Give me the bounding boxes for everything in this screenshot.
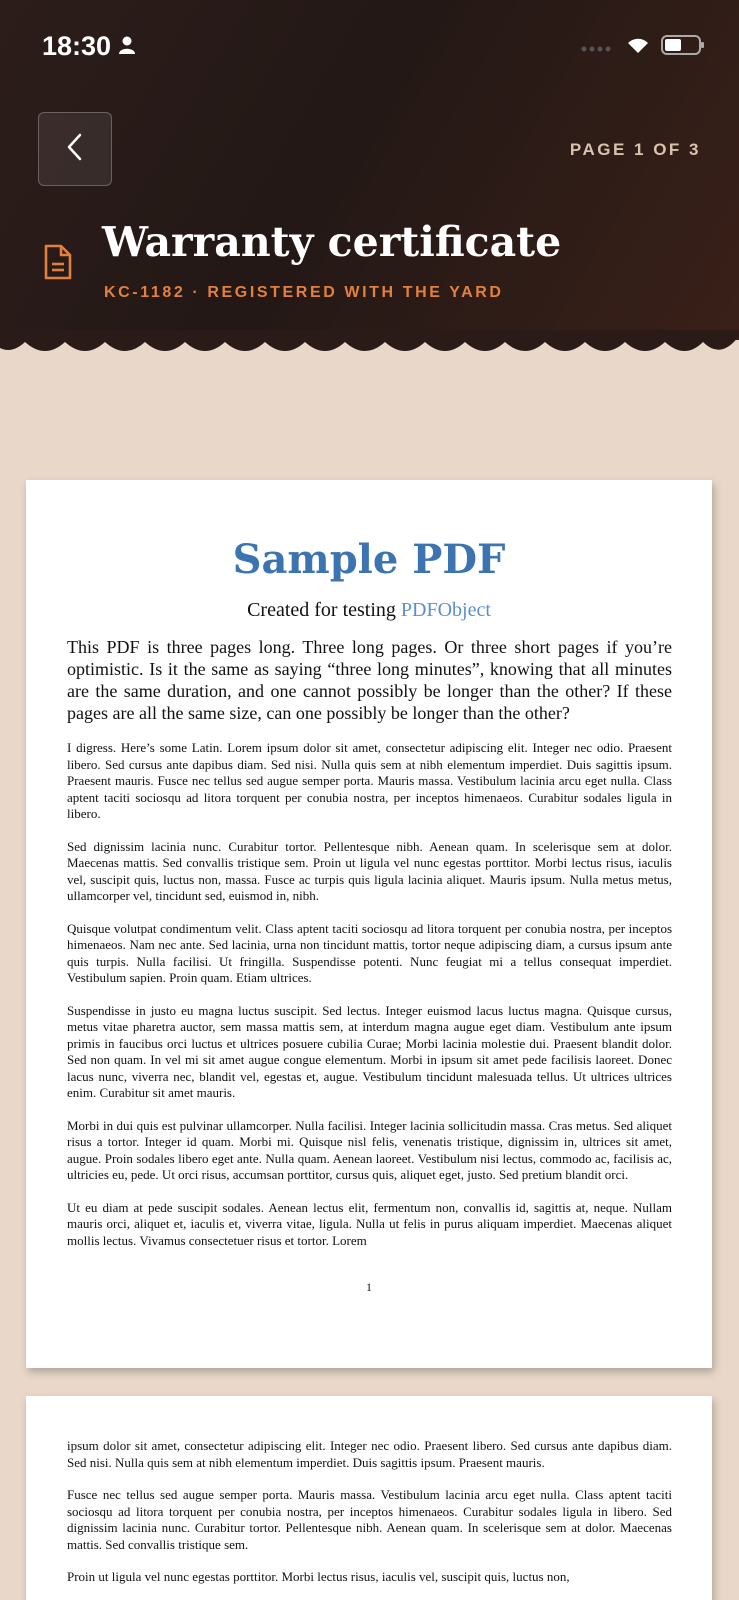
pdf-paragraph: Suspendisse in justo eu magna luctus suscipit. Sed lectus. Integer euismod lacus luctus magna. Quisque cursus, metus vitae pharetra auctor, sem massa mattis sem, at interdum magna augue eget diam. Vestibulum ante ipsum primis in faucibus orci luctus et ultrices posuere cubilia Curae; Morbi lacinia molestie dui. Praesent blandit dolor. Sed non quam. In vel mi sit amet augue congue elementum. Morbi in ipsum sit amet pede facilisis laoreet. Donec lacus nunc, viverra nec, blandit vel, egestas et, augue. Vestibulum tincidunt malesuada tellus. Ut ultrices ultrices enim. Curabitur sit amet mauris.	[67, 1002, 672, 1100]
time-label: 18:30	[42, 30, 112, 61]
back-button[interactable]	[38, 112, 112, 186]
page-title: Warranty certificate	[102, 218, 562, 266]
pdf-page-1	[26, 480, 712, 1368]
wifi-icon	[625, 35, 651, 59]
pdf-paragraph: I digress. Here’s some Latin. Lorem ipsum dolor sit amet, consectetur adipiscing elit. Integer nec odio. Praesent libero. Sed cursus ante dapibus diam. Sed nisi. Nulla quis sem at nibh elementum imperdiet. Duis sagittis ipsum. Praesent mauris. Fusce nec tellus sed augue semper porta. Mauris massa. Vestibulum lacinia arcu eget nulla. Class aptent taciti sociosqu ad litora torquent per conubia nostra, per inceptos himenaeos. Curabitur sodales ligula in libero.	[67, 740, 672, 821]
battery-icon	[661, 34, 705, 60]
pdfobject-link[interactable]: PDFObject	[400, 599, 491, 621]
document-subtitle: KC-1182 · REGISTERED WITH THE YARD	[104, 284, 504, 301]
pdf-title: Sample PDF	[232, 536, 506, 583]
pdf-subtitle	[26, 599, 712, 622]
header-scallop-edge	[0, 330, 739, 360]
pdf-intro-paragraph: This PDF is three pages long. Three long pages. Or three short pages if you’re optimistic. Is it the same as saying “three long minutes”, knowing that all minutes are the same duration, and one cannot possibly be longer than the other? If these pages are all the same size, can one possibly be longer than the other?	[67, 637, 672, 723]
pdf-paragraph: Ut eu diam at pede suscipit sodales. Aenean lectus elit, fermentum non, convallis id, sagittis at, neque. Nullam mauris orci, aliquet et, iaculis et, viverra vitae, ligula. Nulla ut felis in purus aliquam imperdiet. Maecenas aliquet mollis lectus. Vivamus consectetuer risus et tortor. Lorem	[67, 1199, 672, 1248]
status-bar-time	[42, 28, 137, 64]
signal-icon	[581, 38, 615, 57]
pdf-paragraph: Fusce nec tellus sed augue semper porta. Mauris massa. Vestibulum lacinia arcu eget nulla. Class aptent taciti sociosqu ad litora torquent per conubia nostra, per inceptos himenaeos. Curabitur sodales ligula in libero. Sed dignissim lacinia nunc. Curabitur tortor. Pellentesque nibh. Aenean quam. In scelerisque sem at dolor. Maecenas mattis. Sed convallis tristique sem.	[67, 1487, 672, 1552]
pdf-paragraph: Sed dignissim lacinia nunc. Curabitur tortor. Pellentesque nibh. Aenean quam. In scelerisque sem at dolor. Maecenas mattis. Sed convallis tristique sem. Proin ut ligula vel nunc egestas porttitor. Morbi lectus risus, iaculis vel, suscipit quis, luctus non, massa. Fusce ac turpis quis ligula lacinia aliquet. Mauris ipsum. Nulla metus metus, ullamcorper vel, tincidunt sed, euismod in, nibh.	[67, 838, 672, 903]
document-header	[0, 0, 739, 340]
pdf-page-2	[26, 1396, 712, 1600]
pdf-paragraph: Proin ut ligula vel nunc egestas porttitor. Morbi lectus risus, iaculis vel, suscipit quis, luctus non,	[67, 1569, 570, 1584]
status-bar-icons	[581, 34, 705, 60]
person-icon	[117, 31, 137, 62]
pdf-page-number: 1	[366, 1280, 372, 1294]
document-icon	[42, 244, 74, 284]
pdf-subtitle-text: Created for testing	[247, 599, 401, 621]
chevron-left-icon	[65, 132, 85, 166]
pdf-paragraph: Quisque volutpat condimentum velit. Class aptent taciti sociosqu ad litora torquent per conubia nostra, per inceptos himenaeos. Nam nec ante. Sed lacinia, urna non tincidunt mattis, tortor neque adipiscing diam, a cursus ipsum ante quis turpis. Nulla facilisi. Ut fringilla. Suspendisse potenti. Nunc feugiat mi a tellus consequat imperdiet. Vestibulum sapien. Proin quam. Etiam ultrices.	[67, 920, 672, 985]
page-indicator: PAGE 1 OF 3	[569, 140, 701, 159]
pdf-paragraph: ipsum dolor sit amet, consectetur adipiscing elit. Integer nec odio. Praesent libero. Sed cursus ante dapibus diam. Sed nisi. Nulla quis sem at nibh elementum imperdiet. Duis sagittis ipsum. Praesent mauris.	[67, 1438, 672, 1470]
pdf-paragraph: Morbi in dui quis est pulvinar ullamcorper. Nulla facilisi. Integer lacinia sollicitudin massa. Cras metus. Sed aliquet risus a tortor. Integer id quam. Morbi mi. Quisque nisl felis, venenatis tristique, dignissim in, ultrices sit amet, augue. Proin sodales libero eget ante. Nulla quam. Aenean laoreet. Vestibulum nisi lectus, commodo ac, facilisis ac, ultricies eu, pede. Ut orci risus, accumsan porttitor, cursus quis, aliquet eget, justo. Sed pretium blandit orci.	[67, 1117, 672, 1182]
